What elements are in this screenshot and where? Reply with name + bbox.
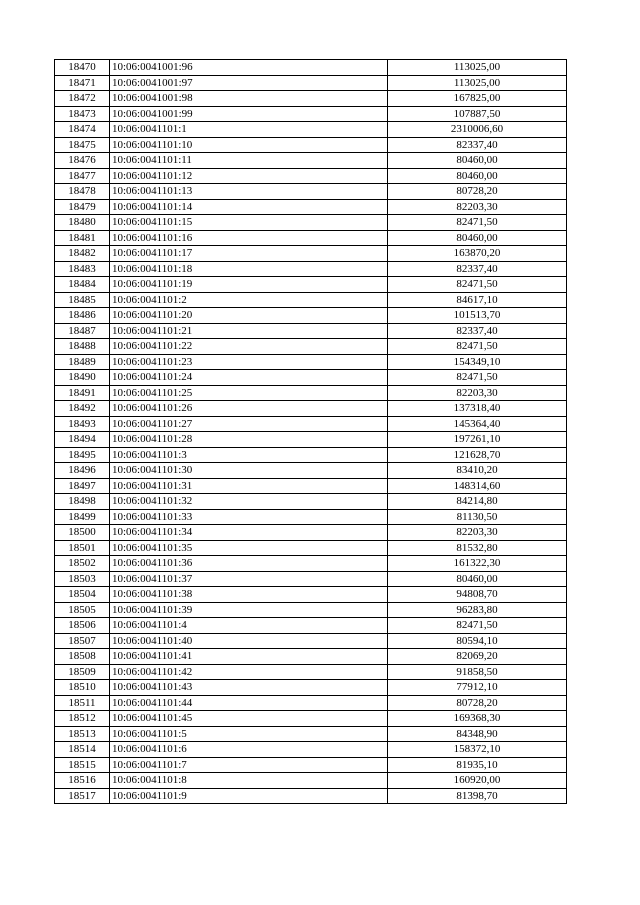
cadastral-number-cell: 10:06:0041101:39: [110, 602, 388, 618]
cadastral-number-cell: 10:06:0041101:26: [110, 401, 388, 417]
value-cell: 84348,90: [388, 726, 567, 742]
value-cell: 91858,50: [388, 664, 567, 680]
row-number-cell: 18507: [55, 633, 110, 649]
cadastral-number-cell: 10:06:0041101:40: [110, 633, 388, 649]
table-row: [55, 292, 567, 308]
table-row: [55, 742, 567, 758]
value-cell: 82203,30: [388, 385, 567, 401]
table-row: [55, 602, 567, 618]
table-row: [55, 277, 567, 293]
row-number-cell: 18512: [55, 711, 110, 727]
cadastral-number-cell: 10:06:0041101:10: [110, 137, 388, 153]
cadastral-number-cell: 10:06:0041101:13: [110, 184, 388, 200]
table-row: [55, 60, 567, 76]
table-row: [55, 556, 567, 572]
cadastral-number-cell: 10:06:0041101:38: [110, 587, 388, 603]
row-number-cell: 18506: [55, 618, 110, 634]
cadastral-number-cell: 10:06:0041101:23: [110, 354, 388, 370]
row-number-cell: 18488: [55, 339, 110, 355]
table-row: [55, 401, 567, 417]
value-cell: 82337,40: [388, 137, 567, 153]
value-cell: 148314,60: [388, 478, 567, 494]
value-cell: 82337,40: [388, 261, 567, 277]
row-number-cell: 18471: [55, 75, 110, 91]
table-row: [55, 587, 567, 603]
cadastral-number-cell: 10:06:0041101:17: [110, 246, 388, 262]
table-row: [55, 540, 567, 556]
cadastral-number-cell: 10:06:0041101:37: [110, 571, 388, 587]
row-number-cell: 18472: [55, 91, 110, 107]
value-cell: 145364,40: [388, 416, 567, 432]
row-number-cell: 18473: [55, 106, 110, 122]
row-number-cell: 18482: [55, 246, 110, 262]
row-number-cell: 18501: [55, 540, 110, 556]
row-number-cell: 18483: [55, 261, 110, 277]
value-cell: 80728,20: [388, 184, 567, 200]
table-row: [55, 571, 567, 587]
value-cell: 80594,10: [388, 633, 567, 649]
cadastral-number-cell: 10:06:0041101:25: [110, 385, 388, 401]
table-row: [55, 664, 567, 680]
table-row: [55, 246, 567, 262]
value-cell: 82203,30: [388, 199, 567, 215]
cadastral-number-cell: 10:06:0041101:4: [110, 618, 388, 634]
value-cell: 167825,00: [388, 91, 567, 107]
row-number-cell: 18505: [55, 602, 110, 618]
row-number-cell: 18486: [55, 308, 110, 324]
table-row: [55, 416, 567, 432]
table-row: [55, 308, 567, 324]
cadastral-number-cell: 10:06:0041101:30: [110, 463, 388, 479]
value-cell: 80460,00: [388, 153, 567, 169]
row-number-cell: 18516: [55, 773, 110, 789]
row-number-cell: 18510: [55, 680, 110, 696]
row-number-cell: 18479: [55, 199, 110, 215]
cadastral-number-cell: 10:06:0041101:18: [110, 261, 388, 277]
cadastral-number-cell: 10:06:0041101:1: [110, 122, 388, 138]
value-cell: 121628,70: [388, 447, 567, 463]
table-row: [55, 695, 567, 711]
cadastral-number-cell: 10:06:0041101:12: [110, 168, 388, 184]
value-cell: 160920,00: [388, 773, 567, 789]
cadastral-number-cell: 10:06:0041101:16: [110, 230, 388, 246]
row-number-cell: 18491: [55, 385, 110, 401]
table-row: [55, 618, 567, 634]
table-row: [55, 168, 567, 184]
row-number-cell: 18492: [55, 401, 110, 417]
value-cell: 94808,70: [388, 587, 567, 603]
row-number-cell: 18476: [55, 153, 110, 169]
table-row: [55, 525, 567, 541]
cadastral-number-cell: 10:06:0041101:3: [110, 447, 388, 463]
value-cell: 82069,20: [388, 649, 567, 665]
cadastral-number-cell: 10:06:0041001:96: [110, 60, 388, 76]
row-number-cell: 18500: [55, 525, 110, 541]
cadastral-number-cell: 10:06:0041101:43: [110, 680, 388, 696]
row-number-cell: 18513: [55, 726, 110, 742]
table-row: [55, 649, 567, 665]
table-row: [55, 773, 567, 789]
row-number-cell: 18499: [55, 509, 110, 525]
value-cell: 107887,50: [388, 106, 567, 122]
row-number-cell: 18487: [55, 323, 110, 339]
cadastral-value-table: [54, 59, 567, 804]
table-row: [55, 323, 567, 339]
cadastral-number-cell: 10:06:0041101:8: [110, 773, 388, 789]
row-number-cell: 18485: [55, 292, 110, 308]
row-number-cell: 18511: [55, 695, 110, 711]
table-row: [55, 726, 567, 742]
cadastral-number-cell: 10:06:0041001:97: [110, 75, 388, 91]
row-number-cell: 18477: [55, 168, 110, 184]
cadastral-number-cell: 10:06:0041101:22: [110, 339, 388, 355]
value-cell: 82337,40: [388, 323, 567, 339]
cadastral-number-cell: 10:06:0041101:34: [110, 525, 388, 541]
value-cell: 81398,70: [388, 788, 567, 804]
row-number-cell: 18478: [55, 184, 110, 200]
cadastral-number-cell: 10:06:0041101:7: [110, 757, 388, 773]
table-row: [55, 261, 567, 277]
cadastral-number-cell: 10:06:0041101:24: [110, 370, 388, 386]
row-number-cell: 18493: [55, 416, 110, 432]
cadastral-number-cell: 10:06:0041101:9: [110, 788, 388, 804]
row-number-cell: 18490: [55, 370, 110, 386]
cadastral-number-cell: 10:06:0041101:14: [110, 199, 388, 215]
table-row: [55, 184, 567, 200]
cadastral-number-cell: 10:06:0041101:11: [110, 153, 388, 169]
row-number-cell: 18481: [55, 230, 110, 246]
table-row: [55, 75, 567, 91]
row-number-cell: 18495: [55, 447, 110, 463]
table-row: [55, 680, 567, 696]
value-cell: 83410,20: [388, 463, 567, 479]
table-row: [55, 432, 567, 448]
row-number-cell: 18502: [55, 556, 110, 572]
value-cell: 82471,50: [388, 277, 567, 293]
row-number-cell: 18496: [55, 463, 110, 479]
row-number-cell: 18498: [55, 494, 110, 510]
cadastral-number-cell: 10:06:0041101:35: [110, 540, 388, 556]
cadastral-number-cell: 10:06:0041101:6: [110, 742, 388, 758]
table-row: [55, 106, 567, 122]
value-cell: 77912,10: [388, 680, 567, 696]
value-cell: 197261,10: [388, 432, 567, 448]
cadastral-number-cell: 10:06:0041101:15: [110, 215, 388, 231]
cadastral-number-cell: 10:06:0041101:19: [110, 277, 388, 293]
cadastral-number-cell: 10:06:0041101:41: [110, 649, 388, 665]
value-cell: 82471,50: [388, 370, 567, 386]
table-row: [55, 494, 567, 510]
table-row: [55, 509, 567, 525]
row-number-cell: 18497: [55, 478, 110, 494]
value-cell: 113025,00: [388, 75, 567, 91]
table-row: [55, 447, 567, 463]
row-number-cell: 18494: [55, 432, 110, 448]
row-number-cell: 18470: [55, 60, 110, 76]
value-cell: 80460,00: [388, 230, 567, 246]
cadastral-number-cell: 10:06:0041101:5: [110, 726, 388, 742]
row-number-cell: 18514: [55, 742, 110, 758]
cadastral-number-cell: 10:06:0041101:27: [110, 416, 388, 432]
table-row: [55, 370, 567, 386]
row-number-cell: 18480: [55, 215, 110, 231]
cadastral-number-cell: 10:06:0041101:31: [110, 478, 388, 494]
table-row: [55, 463, 567, 479]
cadastral-number-cell: 10:06:0041101:20: [110, 308, 388, 324]
cadastral-number-cell: 10:06:0041101:2: [110, 292, 388, 308]
row-number-cell: 18517: [55, 788, 110, 804]
cadastral-number-cell: 10:06:0041001:99: [110, 106, 388, 122]
table-row: [55, 215, 567, 231]
row-number-cell: 18508: [55, 649, 110, 665]
table-row: [55, 137, 567, 153]
value-cell: 82471,50: [388, 215, 567, 231]
table-row: [55, 757, 567, 773]
row-number-cell: 18504: [55, 587, 110, 603]
value-cell: 154349,10: [388, 354, 567, 370]
table-row: [55, 153, 567, 169]
value-cell: 80460,00: [388, 168, 567, 184]
cadastral-number-cell: 10:06:0041101:44: [110, 695, 388, 711]
row-number-cell: 18515: [55, 757, 110, 773]
value-cell: 80728,20: [388, 695, 567, 711]
value-cell: 81130,50: [388, 509, 567, 525]
value-cell: 82471,50: [388, 339, 567, 355]
row-number-cell: 18489: [55, 354, 110, 370]
table-row: [55, 91, 567, 107]
row-number-cell: 18474: [55, 122, 110, 138]
value-cell: 84214,80: [388, 494, 567, 510]
value-cell: 81532,80: [388, 540, 567, 556]
cadastral-number-cell: 10:06:0041101:45: [110, 711, 388, 727]
value-cell: 96283,80: [388, 602, 567, 618]
value-cell: 169368,30: [388, 711, 567, 727]
row-number-cell: 18475: [55, 137, 110, 153]
table-body: [55, 60, 567, 804]
table-row: [55, 199, 567, 215]
cadastral-number-cell: 10:06:0041001:98: [110, 91, 388, 107]
table-row: [55, 385, 567, 401]
value-cell: 82203,30: [388, 525, 567, 541]
value-cell: 82471,50: [388, 618, 567, 634]
value-cell: 161322,30: [388, 556, 567, 572]
table-row: [55, 339, 567, 355]
value-cell: 113025,00: [388, 60, 567, 76]
value-cell: 158372,10: [388, 742, 567, 758]
table-row: [55, 122, 567, 138]
cadastral-number-cell: 10:06:0041101:21: [110, 323, 388, 339]
table-row: [55, 230, 567, 246]
value-cell: 137318,40: [388, 401, 567, 417]
value-cell: 163870,20: [388, 246, 567, 262]
value-cell: 101513,70: [388, 308, 567, 324]
value-cell: 2310006,60: [388, 122, 567, 138]
table-row: [55, 711, 567, 727]
row-number-cell: 18509: [55, 664, 110, 680]
cadastral-number-cell: 10:06:0041101:36: [110, 556, 388, 572]
cadastral-number-cell: 10:06:0041101:32: [110, 494, 388, 510]
table-row: [55, 788, 567, 804]
row-number-cell: 18503: [55, 571, 110, 587]
table-row: [55, 354, 567, 370]
value-cell: 81935,10: [388, 757, 567, 773]
value-cell: 84617,10: [388, 292, 567, 308]
cadastral-number-cell: 10:06:0041101:33: [110, 509, 388, 525]
row-number-cell: 18484: [55, 277, 110, 293]
table-row: [55, 478, 567, 494]
cadastral-number-cell: 10:06:0041101:28: [110, 432, 388, 448]
cadastral-number-cell: 10:06:0041101:42: [110, 664, 388, 680]
value-cell: 80460,00: [388, 571, 567, 587]
table-row: [55, 633, 567, 649]
